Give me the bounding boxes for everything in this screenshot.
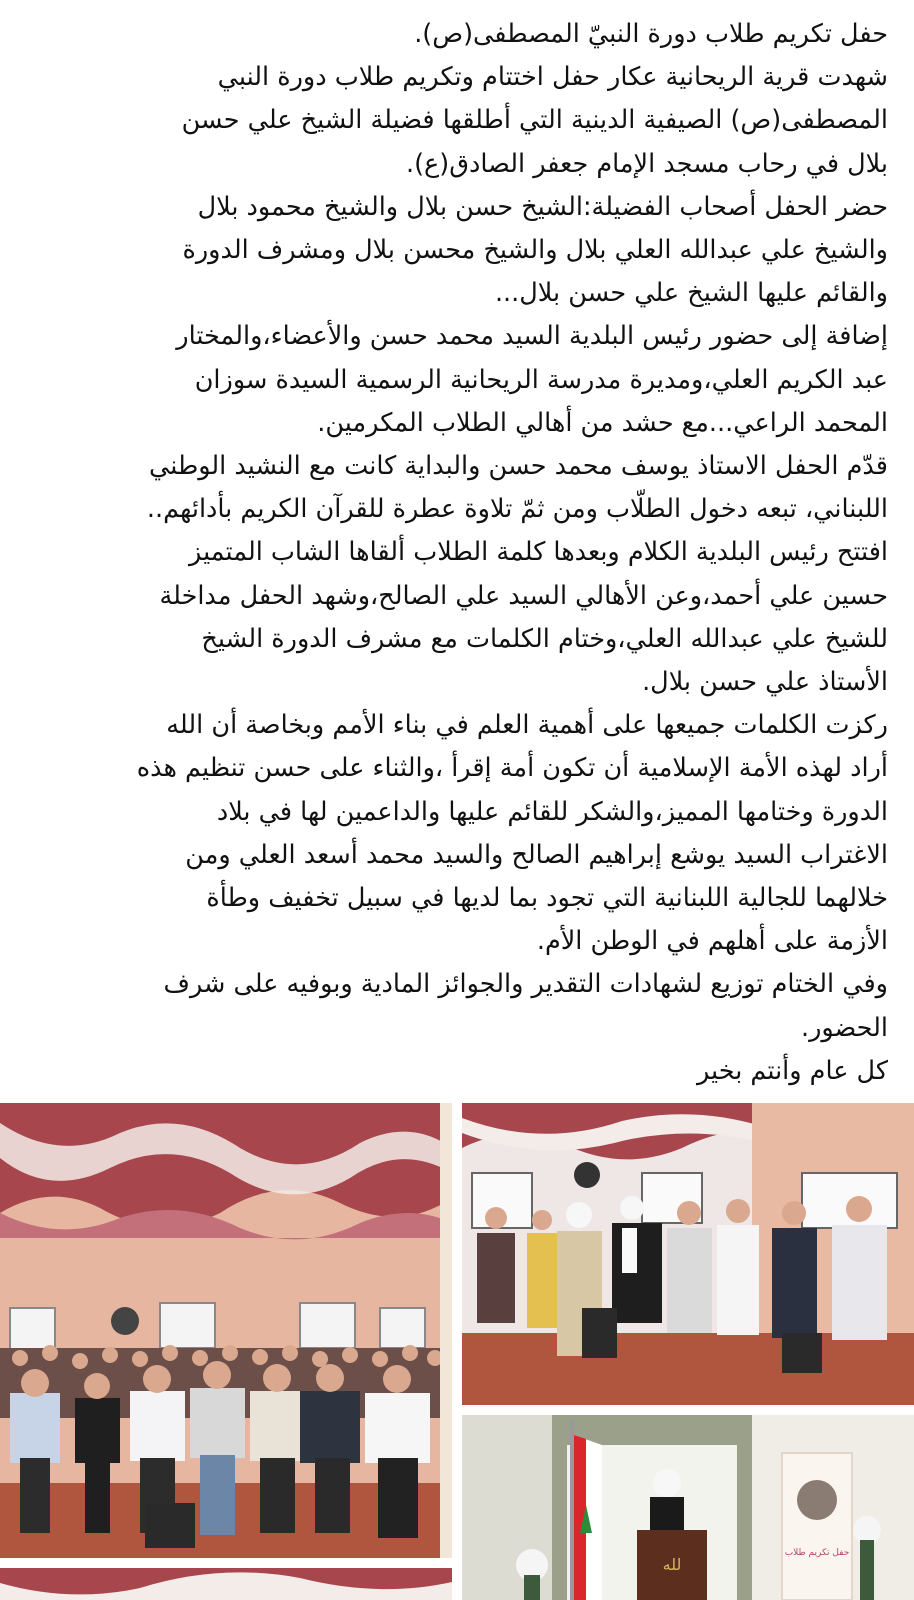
post-line: الأزمة على أهلهم في الوطن الأم. [536,926,888,957]
post-line: حفل تكريم طلاب دورة النبيّ المصطفى(ص). [414,19,888,49]
photo-grid [0,1103,914,1600]
photo-podium-speech[interactable] [462,1415,914,1600]
post-line: أراد لهذه الأمة الإسلامية أن تكون أمة إقرأ ،والثناء على حسن تنظيم هذه [136,753,888,784]
podium-text: لله [662,1555,682,1574]
post-line: المصطفى(ص) الصيفية الدينية التي أطلقها فضيلة الشيخ علي حسن [181,105,888,136]
post-line: عبد الكريم العلي،ومديرة مدرسة الريحانية الرسمية السيدة سوزان [194,364,888,395]
post-line: حسين علي أحمد،وعن الأهالي السيد علي الصالح،وشهد الحفل مداخلة [159,580,888,611]
post-line: الحضور. [800,1012,888,1043]
post-line: وفي الختام توزيع لشهادات التقدير والجوائز المادية وبوفيه على شرف [163,969,888,1000]
post-line: الاغتراب السيد يوشع إبراهيم الصالح والسيد محمد أسعد العلي ومن [185,839,888,870]
post-line: حضر الحفل أصحاب الفضيلة:الشيخ حسن بلال والشيخ محمود بلال [197,191,888,222]
post-line: والشيخ علي عبدالله العلي بلال والشيخ محسن بلال ومشرف الدورة [182,235,888,266]
post-line: والقائم عليها الشيخ علي حسن بلال... [494,278,888,309]
post-line: اللبناني، تبعه دخول الطلّاب ومن ثمّ تلاوة عطرة للقرآن الكريم بأدائهم.. [146,494,888,525]
post-line: إضافة إلى حضور رئيس البلدية السيد محمد حسن والأعضاء،والمختار [176,321,888,352]
post-line: خلالهما للجالية اللبنانية التي تجود بما لديها في سبيل تخفيف وطأة [206,883,888,914]
post-line: كل عام وأنتم بخير [696,1055,888,1086]
post-line: ركزت الكلمات جميعها على أهمية العلم في بناء الأمم وبخاصة أن الله [166,710,888,741]
photo-sheikhs-standing[interactable] [462,1103,914,1405]
post-line: شهدت قرية الريحانية عكار حفل اختتام وتكريم طلاب دورة النبي [217,62,888,93]
banner-title: حفل تكريم طلاب [784,1548,850,1558]
post-line: المحمد الراعي...مع حشد من أهالي الطلاب المكرمين. [317,407,888,438]
post-line: الدورة وختامها المميز،والشكر للقائم عليها والداعمين لها في بلاد [216,796,888,827]
post-line: للشيخ علي عبدالله العلي،وختام الكلمات مع مشرف الدورة الشيخ [201,623,888,654]
photo-crowd-hall[interactable] [0,1103,452,1558]
post-line: الأستاذ علي حسن بلال. [642,667,888,698]
post-line: افتتح رئيس البلدية الكلام وبعدها كلمة الطلاب ألقاها الشاب المتميز [189,537,888,568]
photo-partial-bottom[interactable] [0,1568,452,1600]
post-line: بلال في رحاب مسجد الإمام جعفر الصادق(ع). [406,148,888,179]
post-line: قدّم الحفل الاستاذ يوسف محمد حسن والبداية كانت مع النشيد الوطني [149,451,888,482]
